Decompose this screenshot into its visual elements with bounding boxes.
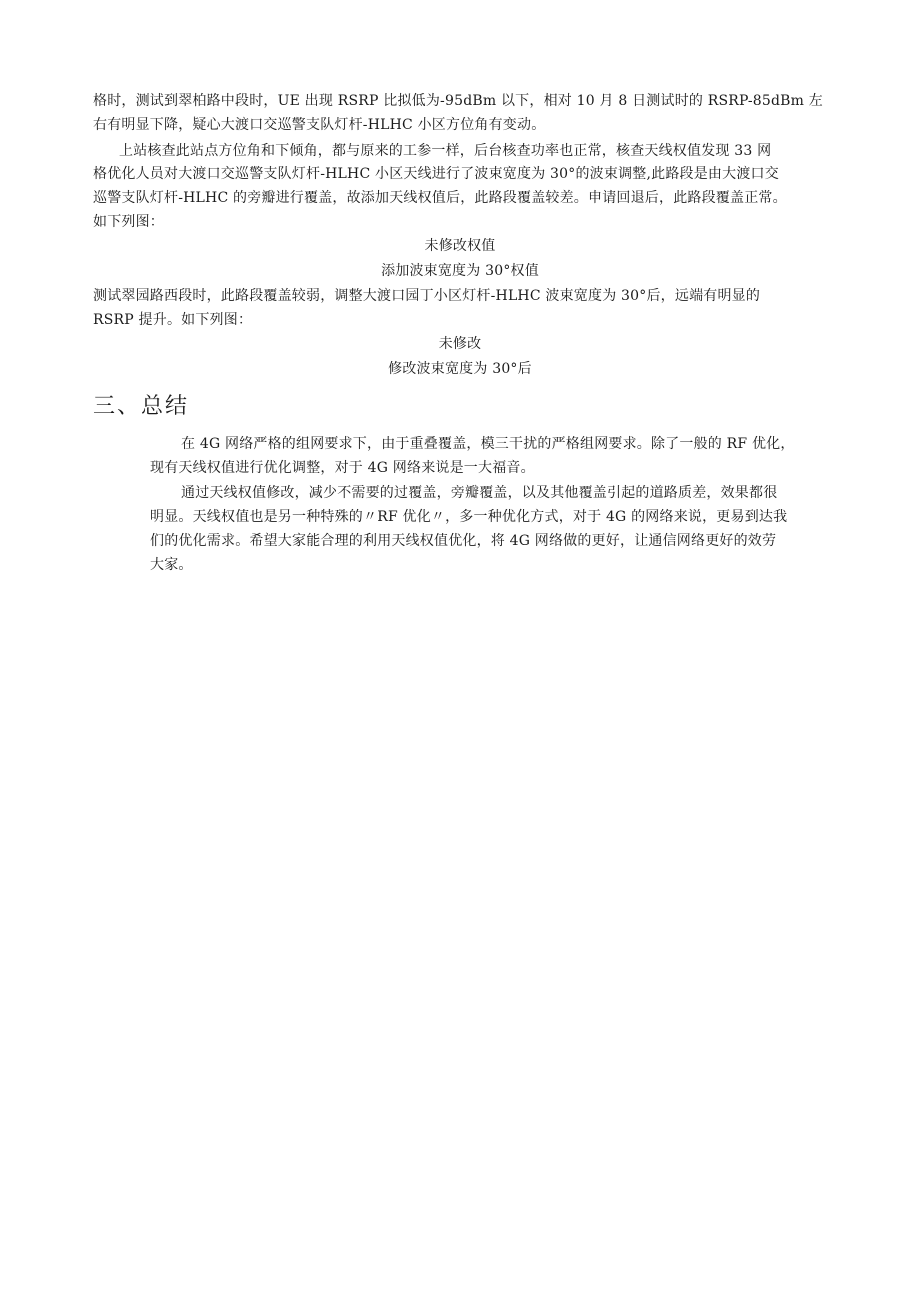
figure-caption: 未修改 (438, 336, 482, 352)
figure-caption: 添加波束宽度为 30°权值 (381, 263, 539, 279)
paragraph-line: 在 4G 网络严格的组网要求下，由于重叠覆盖，模三干扰的严格组网要求。除了一般的 RF 优化， (181, 436, 795, 452)
paragraph-line: 测试翠园路西段时，此路段覆盖较弱，调整大渡口园丁小区灯杆-HLHC 波束宽度为 30°后，远端有明显的 (93, 288, 761, 304)
paragraph-line: 巡警支队灯杆-HLHC 的旁瓣进行覆盖，故添加天线权值后，此路段覆盖较差。申请回退后，此路段覆盖正常。 (93, 190, 787, 206)
paragraph-line: 们的优化需求。希望大家能合理的利用天线权值优化，将 4G 网络做的更好，让通信网络更好的效劳 (150, 533, 777, 549)
paragraph-line: RSRP 提升。如下列图： (93, 312, 253, 328)
paragraph-line: 上站核查此站点方位角和下倾角，都与原来的工参一样，后台核查功率也正常，核查天线权值发现 33 网 (119, 143, 772, 159)
paragraph-line: 通过天线权值修改，减少不需要的过覆盖，旁瓣覆盖，以及其他覆盖引起的道路质差，效果都很 (181, 485, 778, 501)
figure-caption: 修改波束宽度为 30°后 (388, 361, 532, 377)
paragraph-line: 如下列图： (93, 214, 164, 230)
paragraph-line: 右有明显下降，疑心大渡口交巡警支队灯杆-HLHC 小区方位角有变动。 (93, 117, 546, 133)
paragraph-line: 明显。天线权值也是另一种特殊的〃RF 优化〃，多一种优化方式，对于 4G 的网络来说，更易到达我 (150, 509, 788, 525)
paragraph-line: 格时，测试到翠柏路中段时，UE 出现 RSRP 比拟低为-95dBm 以下，相对 10 月 8 日测试时的 RSRP-85dBm 左 (93, 93, 824, 109)
paragraph-line: 大家。 (150, 557, 193, 573)
section-heading: 三、总结 (93, 394, 190, 419)
paragraph-line: 现有天线权值进行优化调整，对于 4G 网络来说是一大福音。 (150, 460, 535, 476)
figure-caption: 未修改权值 (424, 238, 496, 254)
paragraph-line: 格优化人员对大渡口交巡警支队灯杆-HLHC 小区天线进行了波束宽度为 30°的波束调整,此路段是由大渡口交 (93, 166, 779, 182)
